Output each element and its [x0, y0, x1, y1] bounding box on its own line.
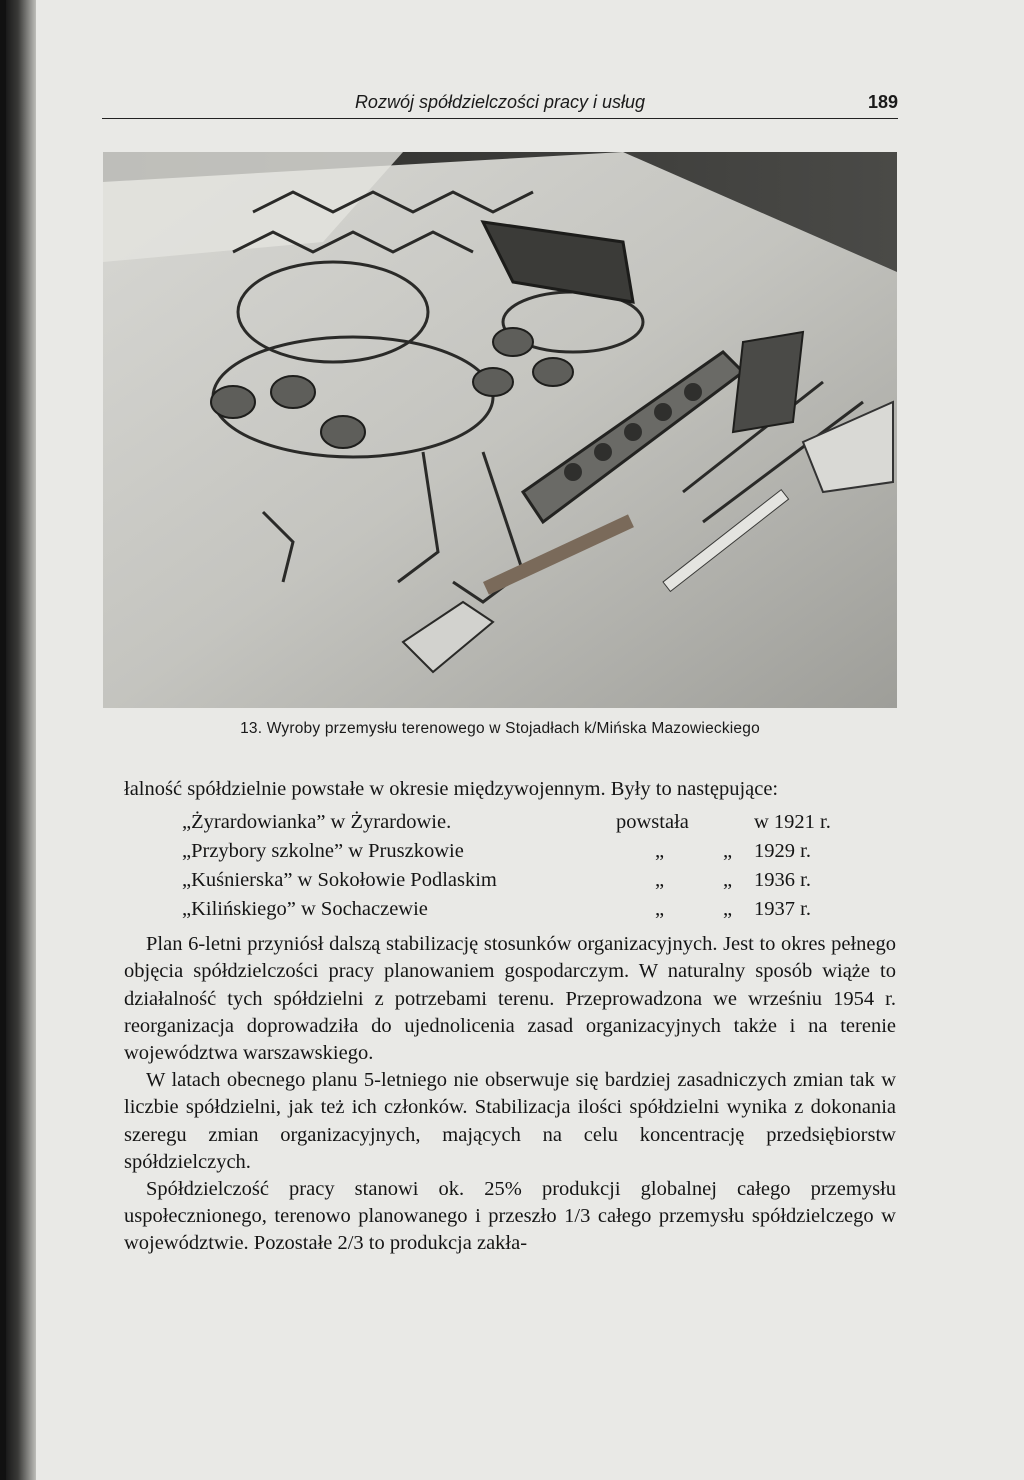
- product-photograph: [103, 152, 897, 708]
- page-number: 189: [867, 92, 898, 112]
- founded-year: w 1921 r.: [754, 811, 831, 834]
- list-item: [124, 809, 896, 838]
- ditto-mark: „: [723, 840, 733, 863]
- paragraph-plan-5: W latach obecnego planu 5-letniego nie obserwuje się bardziej zasadniczych zmian tak w liczbie spółdzielni, jak też ich członków. Stabilizacja ilości spółdzielni wynika z dokonania szeregu zmian organizacyjnych, mających na celu koncentrację przedsiębiorstw spółdzielczych.: [124, 1069, 896, 1173]
- photo-illustration: [103, 152, 897, 708]
- cooperative-name: „Przybory szkolne” w Pruszkowie: [182, 840, 464, 863]
- book-page: [6, 0, 1024, 1480]
- cooperative-name: „Kilińskiego” w Sochaczewie: [182, 898, 428, 921]
- founded-year: 1936 r.: [754, 869, 811, 892]
- ditto-mark: „: [723, 869, 733, 892]
- founded-year: 1929 r.: [754, 840, 811, 863]
- paragraph-intro: łalność spółdzielnie powstałe w okresie międzywojennym. Były to następujące:: [124, 778, 779, 800]
- paragraph-share: Spółdzielczość pracy stanowi ok. 25% produkcji globalnej całego przemysłu uspołecznionego, terenowo planowanego i przeszło 1/3 całego przemysłu spółdzielczego w województwie. Pozostałe 2/3 to produkcja zakła-: [124, 1178, 896, 1255]
- running-header: [102, 90, 898, 119]
- ditto-mark: „: [655, 869, 665, 892]
- cooperative-name: „Kuśnierska” w Sokołowie Podlaskim: [182, 869, 497, 892]
- founded-year: 1937 r.: [754, 898, 811, 921]
- body-text: [124, 776, 896, 1258]
- list-item: [124, 838, 896, 867]
- list-item: [124, 867, 896, 896]
- figure-caption: 13. Wyroby przemysłu terenowego w Stojadłach k/Mińska Mazowieckiego: [240, 720, 760, 737]
- ditto-mark: „: [655, 840, 665, 863]
- cooperatives-list: [124, 809, 896, 925]
- paragraph-plan-6: Plan 6-letni przyniósł dalszą stabilizację stosunków organizacyjnych. Jest to okres pełnego objęcia spółdzielczości pracy planowaniem gospodarczym. W naturalny sposób wiąże to działalność tych spółdzielni z potrzebami terenu. Przeprowadzona we wrześniu 1954 r. reorganizacja doprowadziła do ujednolicenia zasad organizacyjnych także i na terenie województwa warszawskiego.: [124, 933, 896, 1065]
- book-spine-shadow: [6, 0, 36, 1480]
- list-item: [124, 896, 896, 925]
- founded-label: powstała: [616, 811, 689, 834]
- ditto-mark: „: [655, 898, 665, 921]
- cooperative-name: „Żyrardowianka” w Żyrardowie.: [182, 811, 452, 834]
- running-title: Rozwój spółdzielczości pracy i usług: [354, 92, 646, 112]
- ditto-mark: „: [723, 898, 733, 921]
